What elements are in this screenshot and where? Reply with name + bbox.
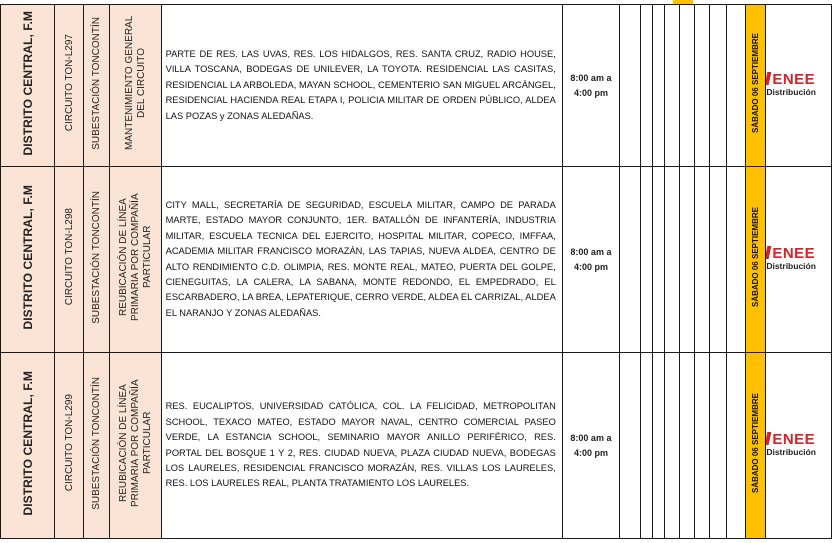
blank-cell	[680, 353, 694, 539]
blank-cell	[640, 353, 652, 539]
substation-label: SUBESTACIÓN TONCONTÍN	[91, 190, 103, 324]
logo-sub-text: Distribución	[766, 260, 816, 271]
time-cell	[562, 5, 619, 167]
table-row	[1, 167, 832, 353]
district-label: DISTRITO CENTRAL, F.M	[20, 184, 35, 330]
blank-cell	[680, 167, 694, 353]
reason-label: REUBICACIÓN DE LÍNEA PRIMARIA POR COMPAÑÍA PARTICULAR	[117, 193, 153, 321]
time-start: 8:00 am a	[570, 432, 612, 443]
reason-cell	[110, 353, 161, 539]
date-label: SÁBADO 06 SEPTIEMBRE	[751, 32, 761, 134]
circuit-cell	[55, 353, 84, 539]
reason-cell	[110, 167, 161, 353]
logo-cell	[766, 167, 832, 353]
affected-areas-cell	[161, 5, 562, 167]
bolt-icon	[766, 246, 772, 259]
blank-cell	[665, 353, 680, 539]
reason-label: REUBICACIÓN DE LÍNEA PRIMARIA POR COMPAÑÍA PARTICULAR	[117, 379, 153, 507]
logo-cell	[766, 5, 832, 167]
logo-cell	[766, 353, 832, 539]
date-label: SÁBADO 06 SEPTIEMBRE	[751, 392, 761, 494]
blank-cell	[694, 353, 709, 539]
time-start: 8:00 am a	[570, 246, 612, 257]
enee-logo	[766, 432, 831, 457]
blank-cell	[620, 167, 640, 353]
date-cell	[745, 5, 765, 167]
affected-areas-text: RES. EUCALIPTOS, UNIVERSIDAD CATÓLICA, COL. LA FELICIDAD, METROPOLITAN SCHOOL, TEXACO MATEO, ESTADO MAYOR NAVAL, CENTRO COMERCIAL PASEO VERDE, LA ESTANCIA SCHOOL, SEMINARIO MAYOR ANILLO PERIFÉRICO, RES. PORTAL DEL BOSQUE 1 Y 2, RES. CIUDAD NUEVA, PLAZA CIUDAD NUEVA, BODEGAS LOS LAURELES, RESIDENCIAL FRANCISCO MORAZÁN, RES. VILLAS LOS LAURELES, RES. LOS LAURELES REAL, PLANTA TRATAMIENTO LOS LAURELES.	[165, 401, 556, 489]
date-cell	[745, 167, 765, 353]
outage-schedule-table	[0, 4, 832, 539]
time-start: 8:00 am a	[570, 72, 612, 83]
blank-cell	[640, 167, 652, 353]
blank-cell	[620, 5, 640, 167]
blank-cell	[727, 5, 745, 167]
affected-areas-text: PARTE DE RES. LAS UVAS, RES. LOS HIDALGOS, RES. SANTA CRUZ, RADIO HOUSE, VILLA TOSCANA, BODEGAS DE UNILEVER, LA TOYOTA. RESIDENCIAL LAS CASITAS, RESIDENCIAL LA ARBOLEDA, MAYAN SCHOOL, CEMENTERIO SAN MIGUEL ARCÁNGEL, RESIDENCIAL HACIENDA REAL ETAPA I, POLICIA MILITAR DE ORDEN PÚBLICO, ALDEA LAS POZAS y ZONAS ALEDAÑAS.	[165, 48, 556, 121]
blank-cell	[665, 5, 680, 167]
district-cell	[1, 167, 55, 353]
date-label: SÁBADO 06 SEPTIEMBRE	[751, 206, 761, 308]
blank-cell	[640, 5, 652, 167]
blank-cell	[710, 5, 727, 167]
blank-cell	[652, 167, 664, 353]
blank-cell	[710, 353, 727, 539]
table-row	[1, 5, 832, 167]
circuit-cell	[55, 5, 84, 167]
time-end: 4:00 pm	[573, 447, 608, 458]
circuit-label: CIRCUITO TON-L299	[63, 394, 75, 492]
substation-label: SUBESTACIÓN TONCONTÍN	[91, 376, 103, 510]
substation-cell	[83, 5, 110, 167]
blank-cell	[694, 167, 709, 353]
time-end: 4:00 pm	[573, 261, 608, 272]
logo-sub-text: Distribución	[766, 446, 816, 457]
affected-areas-cell	[161, 167, 562, 353]
table-row	[1, 353, 832, 539]
circuit-label: CIRCUITO TON-L297	[63, 34, 75, 132]
date-cell	[745, 353, 765, 539]
blank-cell	[727, 167, 745, 353]
substation-cell	[83, 167, 110, 353]
district-cell	[1, 353, 55, 539]
bolt-icon	[766, 72, 772, 85]
time-cell	[562, 353, 619, 539]
enee-logo	[766, 246, 831, 271]
blank-cell	[665, 167, 680, 353]
blank-cell	[680, 5, 694, 167]
substation-label: SUBESTACIÓN TONCONTÍN	[91, 16, 103, 150]
circuit-cell	[55, 167, 84, 353]
affected-areas-text: CITY MALL, SECRETARÍA DE SEGURIDAD, ESCUELA MILITAR, CAMPO DE PARADA MARTE, ESTADO MAYOR CONJUNTO, 1ER. BATALLÓN DE INFANTERÍA, INDUSTRIA MILITAR, ESCUELA TECNICA DEL EJERCITO, HOSPITAL MILITAR, COPECO, IMFFAA, ACADEMIA MILITAR FRANCISCO MORAZÁN, LAS TAPIAS, NUEVA ALDEA, CENTRO DE ALTO RENDIMIENTO C.D. OLIMPIA, RES. MONTE REAL, MATEO, PUERTA DEL GOLPE, CIENEGUITAS, LA CALERA, LA SABANA, MONTE REDONDO, EL EMPEDRADO, EL ESCARBADERO, LA BREA, LEPATERIQUE, CERRO VERDE, ALDEA EL CARRIZAL, ALDEA EL NARANJO Y ZONAS ALEDAÑAS.	[165, 199, 556, 318]
blank-cell	[652, 353, 664, 539]
reason-label: MANTENIMIENTO GENERAL DEL CIRCUITO	[123, 15, 147, 151]
circuit-label: CIRCUITO TON-L298	[63, 208, 75, 306]
time-end: 4:00 pm	[573, 87, 608, 98]
logo-main-text: ENEE	[772, 70, 816, 88]
district-label: DISTRITO CENTRAL, F.M	[20, 10, 35, 156]
district-cell	[1, 5, 55, 167]
blank-cell	[710, 167, 727, 353]
enee-logo	[766, 72, 831, 97]
logo-main-text: ENEE	[772, 244, 816, 262]
bolt-icon	[766, 432, 772, 445]
logo-sub-text: Distribución	[766, 86, 816, 97]
district-label: DISTRITO CENTRAL, F.M	[20, 370, 35, 516]
blank-cell	[652, 5, 664, 167]
time-cell	[562, 167, 619, 353]
reason-cell	[110, 5, 161, 167]
blank-cell	[727, 353, 745, 539]
blank-cell	[694, 5, 709, 167]
logo-main-text: ENEE	[772, 430, 816, 448]
substation-cell	[83, 353, 110, 539]
blank-cell	[620, 353, 640, 539]
affected-areas-cell	[161, 353, 562, 539]
